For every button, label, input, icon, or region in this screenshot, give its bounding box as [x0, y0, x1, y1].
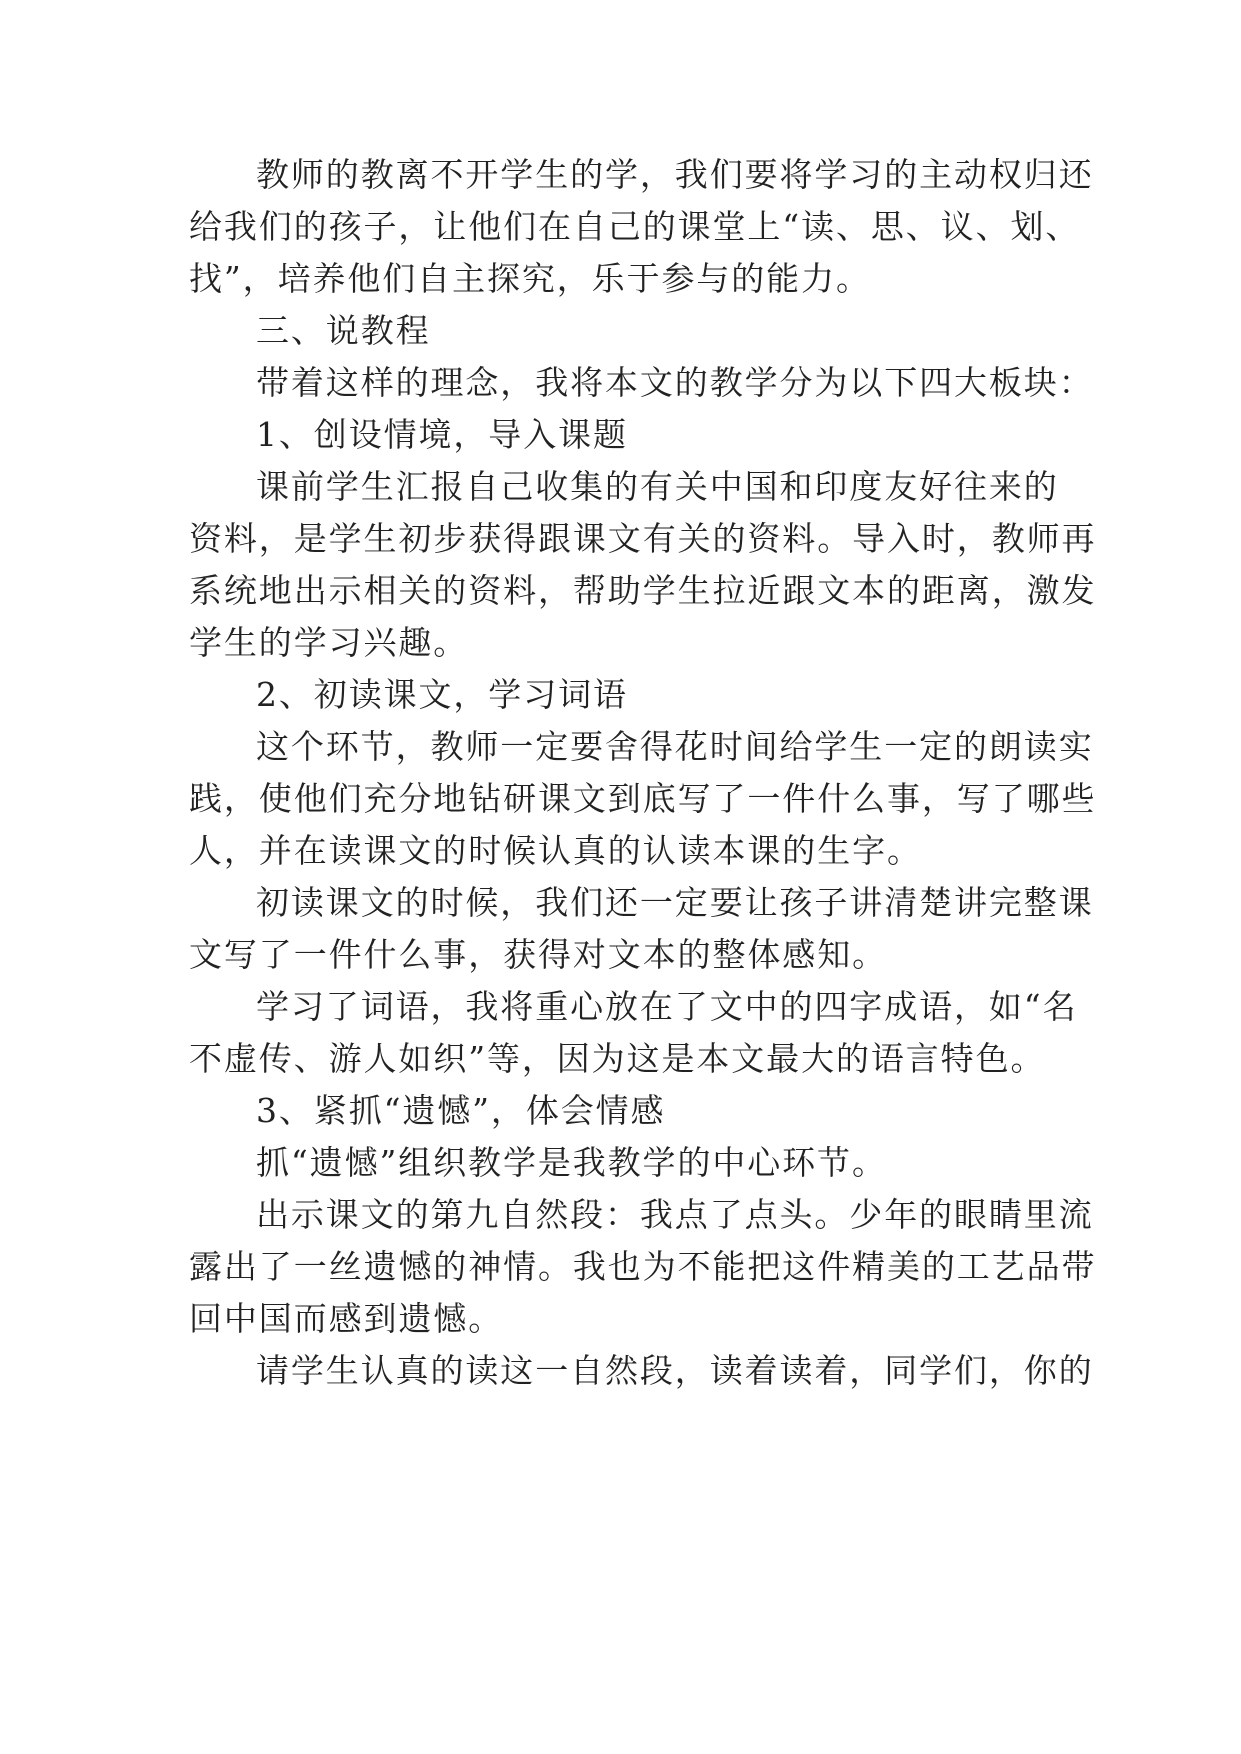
text-line	[0, 510, 1241, 568]
text-line-content: 找”，培养他们自主探究，乐于参与的能力。	[189, 259, 871, 298]
text-line	[0, 198, 1241, 256]
text-line	[0, 926, 1241, 984]
text-line-content: 露出了一丝遗憾的神情。我也为不能把这件精美的工艺品带	[189, 1247, 1097, 1286]
text-line-content: 不虚传、游人如织”等，因为这是本文最大的语言特色。	[189, 1039, 1046, 1078]
text-line-content: 3、紧抓“遗憾”，体会情感	[256, 1091, 666, 1130]
text-line-content: 文写了一件什么事，获得对文本的整体感知。	[189, 935, 887, 974]
text-line-content: 人，并在读课文的时候认真的认读本课的生字。	[189, 831, 922, 870]
text-line-content: 三、说教程	[256, 311, 431, 350]
text-line	[0, 1186, 1241, 1244]
text-line	[0, 250, 1241, 308]
subsection-heading	[0, 666, 1241, 724]
text-line-content: 请学生认真的读这一自然段，读着读着，同学们，你的	[256, 1351, 1094, 1390]
text-line-content: 资料，是学生初步获得跟课文有关的资料。导入时，教师再	[189, 519, 1097, 558]
text-line	[0, 562, 1241, 620]
text-line-content: 这个环节，教师一定要舍得花时间给学生一定的朗读实	[256, 727, 1094, 766]
text-line-content: 初读课文的时候，我们还一定要让孩子讲清楚讲完整课	[256, 883, 1094, 922]
text-line-content: 带着这样的理念，我将本文的教学分为以下四大板块：	[256, 363, 1094, 402]
text-line	[0, 1290, 1241, 1348]
text-line	[0, 354, 1241, 412]
text-line	[0, 874, 1241, 932]
text-line-content: 回中国而感到遗憾。	[189, 1299, 504, 1338]
text-line	[0, 146, 1241, 204]
text-line-content: 课前学生汇报自己收集的有关中国和印度友好往来的	[256, 467, 1059, 506]
text-line-content: 教师的教离不开学生的学，我们要将学习的主动权归还	[256, 155, 1094, 194]
text-line	[0, 718, 1241, 776]
text-line-content: 系统地出示相关的资料，帮助学生拉近跟文本的距离，激发	[189, 571, 1097, 610]
text-line-content: 2、初读课文，学习词语	[256, 675, 628, 714]
text-line	[0, 614, 1241, 672]
text-line	[0, 978, 1241, 1036]
section-heading	[0, 302, 1241, 360]
text-line-content: 学习了词语，我将重心放在了文中的四字成语，如“名	[256, 987, 1078, 1026]
text-line	[0, 1134, 1241, 1192]
text-line	[0, 1030, 1241, 1088]
text-line	[0, 770, 1241, 828]
text-line-content: 抓“遗憾”组织教学是我教学的中心环节。	[256, 1143, 887, 1182]
text-line-content: 践，使他们充分地钻研课文到底写了一件什么事，写了哪些	[189, 779, 1097, 818]
text-line-content: 给我们的孩子，让他们在自己的课堂上“读、思、议、划、	[189, 207, 1081, 246]
text-line	[0, 822, 1241, 880]
text-line-content: 学生的学习兴趣。	[189, 623, 469, 662]
text-line-content: 1、创设情境，导入课题	[256, 415, 628, 454]
subsection-heading	[0, 406, 1241, 464]
text-line	[0, 1238, 1241, 1296]
text-line-content: 出示课文的第九自然段：我点了点头。少年的眼睛里流	[256, 1195, 1094, 1234]
text-line	[0, 1342, 1241, 1400]
subsection-heading	[0, 1082, 1241, 1140]
text-line	[0, 458, 1241, 516]
